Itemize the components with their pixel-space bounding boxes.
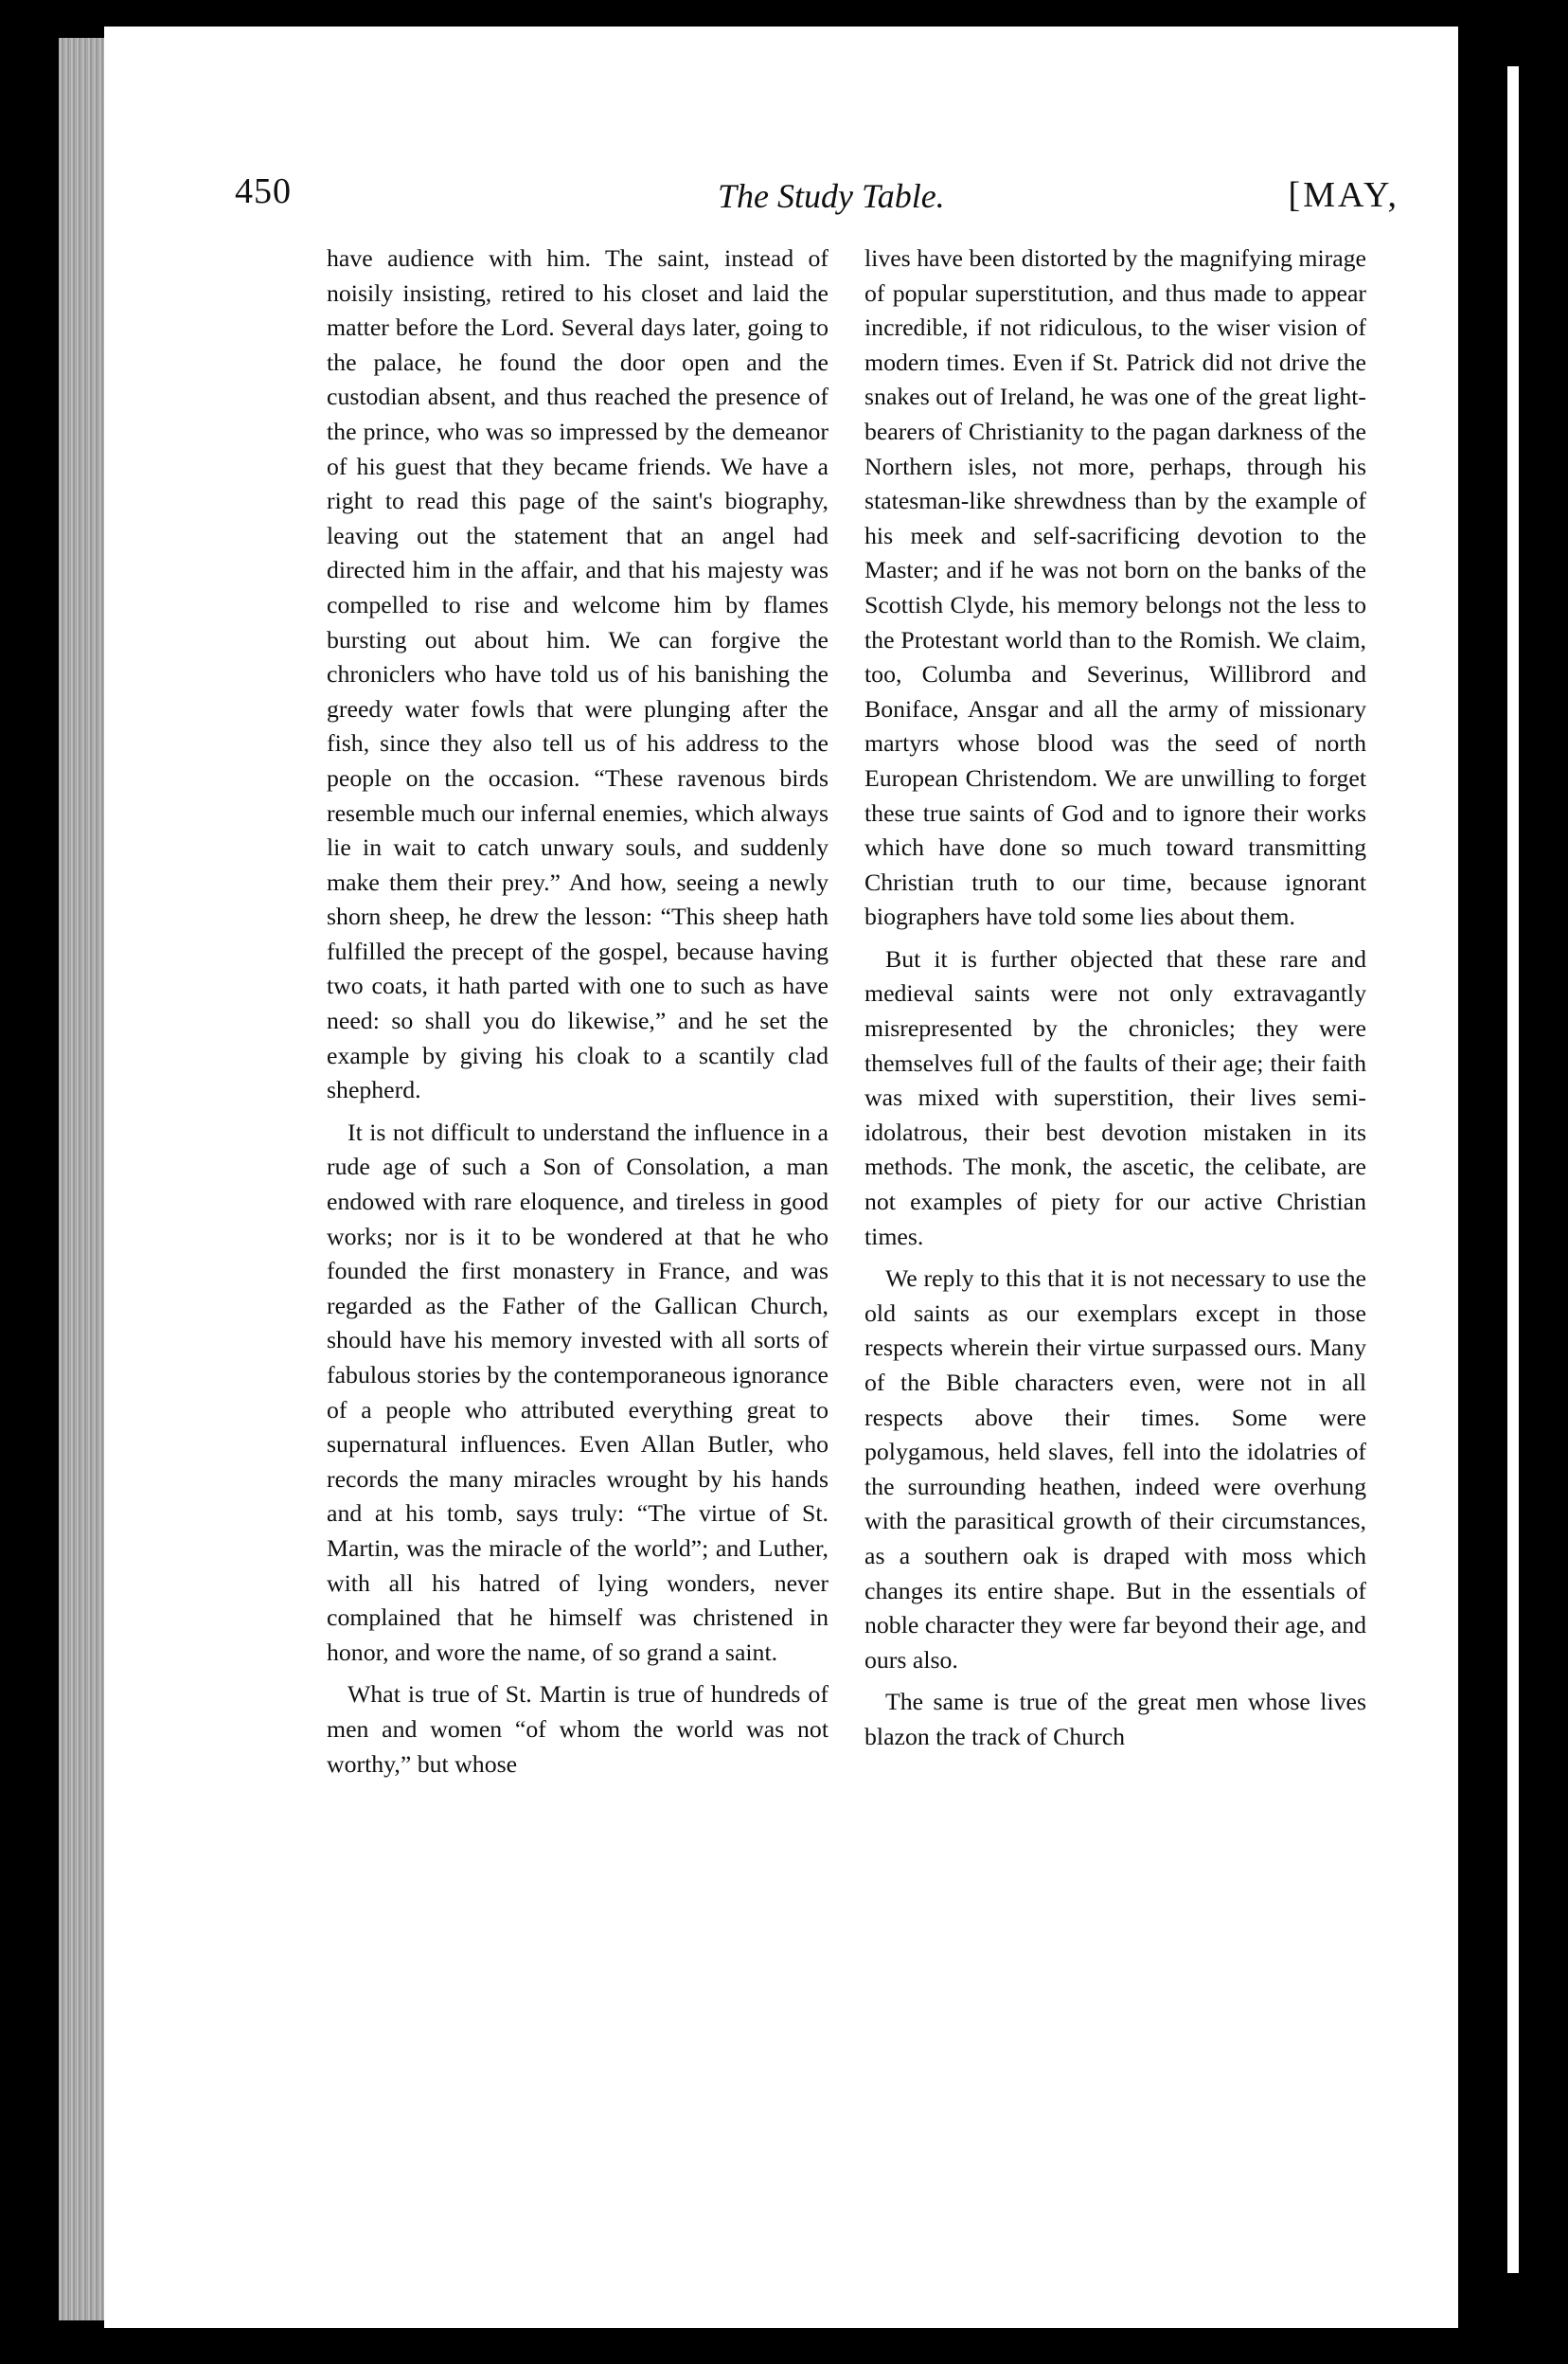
right-paragraph-3: We reply to this that it is not necessary to use the old saints as our exemplars except in those respects wherein their virtue surpassed ours. Many of the Bible characters even, were not in all respects above their times. Some were polygamous, held slaves, fell into the idolatries of the surrounding heathen, indeed were overhung with the parasitical growth of their circumstances, as a southern oak is draped with moss which changes its entire shape. But in the essentials of noble character they were far beyond their age, and ours also. <box>864 1264 1366 1674</box>
page-number: 450 <box>235 171 292 211</box>
left-paragraph-3: What is true of St. Martin is true of hundreds of men and women “of whom the world was not worthy,” but whose <box>327 1680 829 1778</box>
running-header <box>235 169 1399 235</box>
left-paragraph-1: have audience with him. The saint, instead of noisily insisting, retired to his closet and laid the matter before the Lord. Several days later, going to the palace, he found the door open and the custodian absent, and thus reached the presence of the prince, who was so impressed by the demeanor of his guest that they became friends. We have a right to read this page of the saint's biography, leaving out the statement that an angel had directed him in the affair, and that his majesty was compelled to rise and welcome him by flames bursting out about him. We can forgive the chroniclers who have told us of his banishing the greedy water fowls that were plunging after the fish, since they also tell us of his address to the people on the occasion. “These ravenous birds resemble much our infernal enemies, which always lie in wait to catch unwary souls, and suddenly make them their prey.” And how, seeing a newly shorn sheep, he drew the lesson: “This sheep hath fulfilled the precept of the gospel, because having two coats, it hath parted with one to such as have need: so shall you do likewise,” and he set the example by giving his cloak to a scantily clad shepherd. <box>327 244 829 1104</box>
right-paragraph-2: But it is further objected that these rare and medieval saints were not only extravagantly misrepresented by the chronicles; they were themselves full of the faults of their age; their faith was mixed with superstition, their lives semi-idolatrous, their best devotion mistaken in its methods. The monk, the ascetic, the celibate, are not examples of piety for our active Christian times. <box>864 944 1366 1250</box>
left-column <box>327 242 829 1782</box>
page-gutter-edge <box>1507 66 1519 2273</box>
right-column <box>864 242 1366 1755</box>
running-month: [MAY, <box>1288 175 1399 215</box>
right-paragraph-4: The same is true of the great men whose lives blazon the track of Church <box>864 1688 1366 1750</box>
running-title: The Study Table. <box>718 177 945 215</box>
left-paragraph-2: It is not difficult to understand the influence in a rude age of such a Son of Consolation, a man endowed with rare eloquence, and tireless in good works; nor is it to be wondered at that he who founded the first monastery in France, and was regarded as the Father of the Gallican Church, should have his memory invested with all sorts of fabulous stories by the contemporaneous ignorance of a people who attributed everything great to supernatural influences. Even Allan Butler, who records the many miracles wrought by his hands and at his tomb, says truly: “The virtue of St. Martin, was the miracle of the world”; and Luther, with all his hatred of lying wonders, never complained that he himself was christened in honor, and wore the name, of so grand a saint. <box>327 1118 829 1666</box>
right-paragraph-1: lives have been distorted by the magnifying mirage of popular superstitution, and thus made to appear incredible, if not ridiculous, to the wiser vision of modern times. Even if St. Patrick did not drive the snakes out of Ireland, he was one of the great light-bearers of Christianity to the pagan darkness of the Northern isles, not more, perhaps, through his statesman-like shrewdness than by the example of his meek and self-sacrificing devotion to the Master; and if he was not born on the banks of the Scottish Clyde, his memory belongs not the less to the Protestant world than to the Romish. We claim, too, Columba and Severinus, Willibrord and Boniface, Ansgar and all the army of missionary martyrs whose blood was the seed of north European Christendom. We are unwilling to forget these true saints of God and to ignore their works which have done so much toward transmitting Christian truth to our time, because ignorant biographers have told some lies about them. <box>864 244 1366 931</box>
